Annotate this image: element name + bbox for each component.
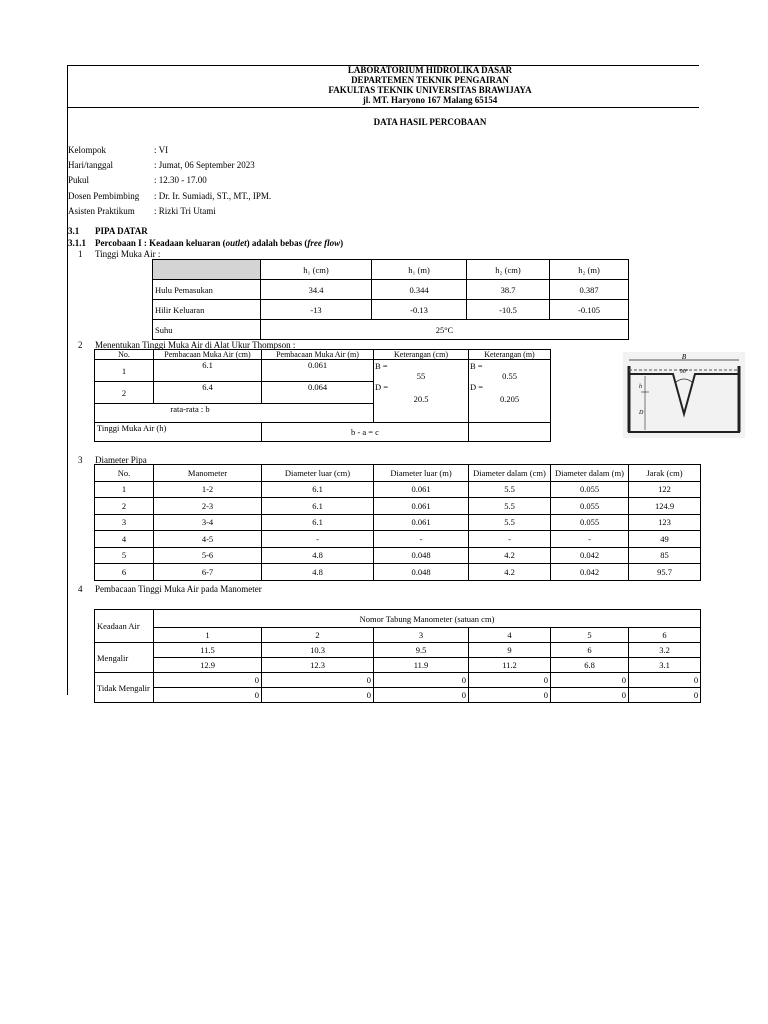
item2-title: Menentukan Tinggi Muka Air di Alat Ukur Thompson : [95, 340, 296, 350]
suhu-value: 25°C [261, 320, 629, 340]
table-row [153, 280, 629, 300]
item1-number: 1 [78, 249, 83, 259]
table-cell: 0.048 [374, 547, 469, 564]
col-header: 6 [629, 628, 701, 643]
table-cell: 2 [95, 498, 154, 515]
b-label: B = [375, 361, 388, 371]
subsection-title-part-b: ) adalah bebas ( [246, 238, 308, 248]
table-cell: 0.061 [374, 498, 469, 515]
col-header: 1 [154, 628, 262, 643]
table-cell-empty [469, 423, 551, 442]
manometer-table [94, 609, 701, 703]
table-cell: 0 [551, 688, 629, 703]
header-cell: h₂ (cm) [467, 260, 550, 280]
table-cell: 85 [629, 547, 701, 564]
header-cell: Diameter dalam (m) [551, 465, 629, 482]
header-cell: h₁ (cm) [261, 260, 372, 280]
table-cell: 4.2 [469, 547, 551, 564]
table-cell: 5 [95, 547, 154, 564]
table-cell: 95.7 [629, 564, 701, 581]
keterangan-m-cell [469, 360, 551, 423]
d-cm-value: 20.5 [413, 394, 429, 404]
info-value-pukul: : 12.30 - 17.00 [154, 175, 207, 185]
table-cell: 122 [629, 481, 701, 498]
info-label-asisten: Asisten Praktikum [68, 206, 135, 216]
table-header-row [95, 350, 551, 360]
thompson-weir-figure [623, 352, 745, 438]
item1-title: Tinggi Muka Air : [95, 249, 161, 259]
table-cell: -13 [261, 300, 372, 320]
figure-label-angle: 90° [679, 369, 689, 375]
item3-title: Diameter Pipa [95, 455, 147, 465]
table-cell: 0.064 [262, 382, 374, 404]
table-cell: 11.2 [469, 658, 551, 673]
table-cell: 6 [551, 643, 629, 658]
table-cell: 5-6 [154, 547, 262, 564]
table-row [95, 547, 701, 564]
table-header-row [153, 260, 629, 280]
figure-label-h: h [639, 384, 642, 390]
lab-name: LABORATORIUM HIDROLIKA DASAR [347, 65, 513, 75]
table-cell: 5.5 [469, 481, 551, 498]
table-cell: 0.344 [372, 280, 467, 300]
table-cell: 5.5 [469, 514, 551, 531]
page-title: DATA HASIL PERCOBAAN [373, 117, 487, 127]
item2-number: 2 [78, 340, 83, 350]
table-row [153, 320, 629, 340]
row-number: 1 [95, 360, 154, 382]
table-cell: 0.055 [551, 514, 629, 531]
col-header: 5 [551, 628, 629, 643]
table-cell: 0.042 [551, 564, 629, 581]
row-label: Hulu Pemasukan [153, 280, 261, 300]
table-cell: 124.9 [629, 498, 701, 515]
info-label-kelompok: Kelompok [68, 145, 106, 155]
table-header-row [95, 610, 701, 628]
table-cell: 0.042 [551, 547, 629, 564]
header-cell: Keterangan (m) [469, 350, 551, 360]
table-cell: 0.048 [374, 564, 469, 581]
table-cell: 49 [629, 531, 701, 548]
table-cell: 0 [629, 688, 701, 703]
table-cell: 0 [262, 688, 374, 703]
mengalir-label: Mengalir [95, 643, 154, 673]
section-number: 3.1 [68, 226, 80, 236]
subsection-title [95, 238, 343, 248]
table-row [95, 564, 701, 581]
table-row [95, 688, 701, 703]
table-cell: 6.8 [551, 658, 629, 673]
department-name: DEPARTEMEN TEKNIK PENGAIRAN [351, 75, 509, 85]
table-cell: 6.1 [262, 481, 374, 498]
table-header-row [95, 628, 701, 643]
table-row [95, 360, 551, 382]
thompson-table [94, 349, 551, 442]
header-cell: No. [95, 350, 154, 360]
table-cell: 4-5 [154, 531, 262, 548]
table-cell: 3.1 [629, 658, 701, 673]
table-cell: - [469, 531, 551, 548]
item4-title: Pembacaan Tinggi Muka Air pada Manometer [95, 584, 262, 594]
table-cell: - [551, 531, 629, 548]
table-cell: 1 [95, 481, 154, 498]
tinggi-formula: b - a = c [262, 423, 469, 442]
table-cell: 0 [374, 688, 469, 703]
subsection-number: 3.1.1 [68, 238, 86, 248]
table-cell: 11.9 [374, 658, 469, 673]
table-cell: 6 [95, 564, 154, 581]
table-cell: 38.7 [467, 280, 550, 300]
header-cell: Keterangan (cm) [374, 350, 469, 360]
table-cell: 0 [469, 673, 551, 688]
item4-number: 4 [78, 584, 83, 594]
table-cell: 6-7 [154, 564, 262, 581]
row-label: Hilir Keluaran [153, 300, 261, 320]
b-label-m: B = [470, 361, 483, 371]
table-cell: 12.9 [154, 658, 262, 673]
table-cell: 5.5 [469, 498, 551, 515]
figure-label-d: D [639, 410, 644, 416]
col-header: 4 [469, 628, 551, 643]
header-cell: Pembacaan Muka Air (cm) [154, 350, 262, 360]
tidak-mengalir-label: Tidak Mengalir [95, 673, 154, 703]
subsection-outlet: outlet [225, 238, 247, 248]
table-cell: 0.387 [550, 280, 629, 300]
table-row [95, 423, 551, 442]
info-value-kelompok: : VI [154, 145, 169, 155]
table-cell: 6.1 [262, 514, 374, 531]
table-cell: - [262, 531, 374, 548]
info-value-dosen: : Dr. Ir. Sumiadi, ST., MT., IPM. [154, 191, 272, 201]
info-label-dosen: Dosen Pembimbing [68, 191, 140, 201]
table-cell: -10.5 [467, 300, 550, 320]
table-cell: 0 [469, 688, 551, 703]
diameter-pipa-table [94, 464, 701, 581]
table-cell: 6.1 [262, 498, 374, 515]
b-cm-value: 55 [416, 371, 426, 381]
header-cell: Jarak (cm) [629, 465, 701, 482]
table-cell: 6.1 [154, 360, 262, 382]
table-cell: -0.13 [372, 300, 467, 320]
table-cell: 10.3 [262, 643, 374, 658]
header-cell: Diameter dalam (cm) [469, 465, 551, 482]
table-row [95, 643, 701, 658]
table-cell: 0.055 [551, 498, 629, 515]
table-row [95, 673, 701, 688]
header-cell: h₂ (m) [550, 260, 629, 280]
table-cell: 3 [95, 514, 154, 531]
table-cell: 0 [551, 673, 629, 688]
header-blank-cell [153, 260, 261, 280]
table-cell: 4.8 [262, 564, 374, 581]
table-cell: - [374, 531, 469, 548]
item3-number: 3 [78, 455, 83, 465]
header-cell: h₁ (m) [372, 260, 467, 280]
table-cell: 11.5 [154, 643, 262, 658]
table-cell: 0.061 [374, 481, 469, 498]
figure-label-b: B [681, 353, 687, 361]
info-value-asisten: : Rizki Tri Utami [154, 206, 216, 216]
d-label-m: D = [470, 382, 484, 392]
subsection-title-part-c: ) [340, 238, 344, 248]
table-row [95, 481, 701, 498]
header-cell: Manometer [154, 465, 262, 482]
header-cell: No. [95, 465, 154, 482]
table-cell: 9 [469, 643, 551, 658]
header-cell: Diameter luar (cm) [262, 465, 374, 482]
suhu-label: Suhu [153, 320, 261, 340]
b-m-value: 0.55 [502, 371, 517, 381]
table-cell: 4.8 [262, 547, 374, 564]
table-cell: 0.061 [262, 360, 374, 382]
tinggi-muka-air-table [152, 259, 629, 340]
table-cell: 123 [629, 514, 701, 531]
d-m-value: 0.205 [499, 394, 520, 404]
header-cell: Pembacaan Muka Air (m) [262, 350, 374, 360]
faculty-name: FAKULTAS TEKNIK UNIVERSITAS BRAWIJAYA [328, 85, 532, 95]
subsection-free-flow: free flow [307, 238, 341, 248]
info-label-pukul: Pukul [68, 175, 90, 185]
table-row [95, 658, 701, 673]
table-cell: 34.4 [261, 280, 372, 300]
header-divider [67, 107, 699, 108]
table-cell: 0.061 [374, 514, 469, 531]
table-cell: 0 [154, 688, 262, 703]
col-header: 3 [374, 628, 469, 643]
table-row [95, 498, 701, 515]
tinggi-label: Tinggi Muka Air (h) [95, 423, 262, 442]
header-cell: Diameter luar (m) [374, 465, 469, 482]
nomor-header: Nomor Tabung Manometer (satuan cm) [154, 610, 701, 628]
table-row [95, 531, 701, 548]
table-cell: 0 [154, 673, 262, 688]
table-cell: 6.4 [154, 382, 262, 404]
col-header: 2 [262, 628, 374, 643]
table-cell: 4.2 [469, 564, 551, 581]
table-cell: 0.055 [551, 481, 629, 498]
table-cell: 3.2 [629, 643, 701, 658]
subsection-title-part-a: Percobaan I : Keadaan keluaran ( [95, 238, 226, 248]
table-cell: 0 [629, 673, 701, 688]
table-cell: 0 [262, 673, 374, 688]
section-title: PIPA DATAR [95, 226, 148, 236]
table-cell: 0 [374, 673, 469, 688]
address: jl. MT. Haryono 167 Malang 65154 [362, 95, 498, 105]
figure-background [623, 352, 745, 438]
table-cell: -0.105 [550, 300, 629, 320]
d-label: D = [375, 382, 389, 392]
table-cell: 4 [95, 531, 154, 548]
table-cell: 12.3 [262, 658, 374, 673]
table-row [153, 300, 629, 320]
keterangan-cm-cell [374, 360, 469, 423]
table-cell: 9.5 [374, 643, 469, 658]
table-header-row [95, 465, 701, 482]
table-row [95, 514, 701, 531]
table-cell: 3-4 [154, 514, 262, 531]
info-value-hari: : Jumat, 06 September 2023 [154, 160, 255, 170]
info-label-hari: Hari/tanggal [68, 160, 113, 170]
rata-rata-label: rata-rata : b [95, 404, 374, 423]
keadaan-label: Keadaan Air [95, 610, 154, 643]
row-number: 2 [95, 382, 154, 404]
table-cell: 1-2 [154, 481, 262, 498]
table-cell: 2-3 [154, 498, 262, 515]
